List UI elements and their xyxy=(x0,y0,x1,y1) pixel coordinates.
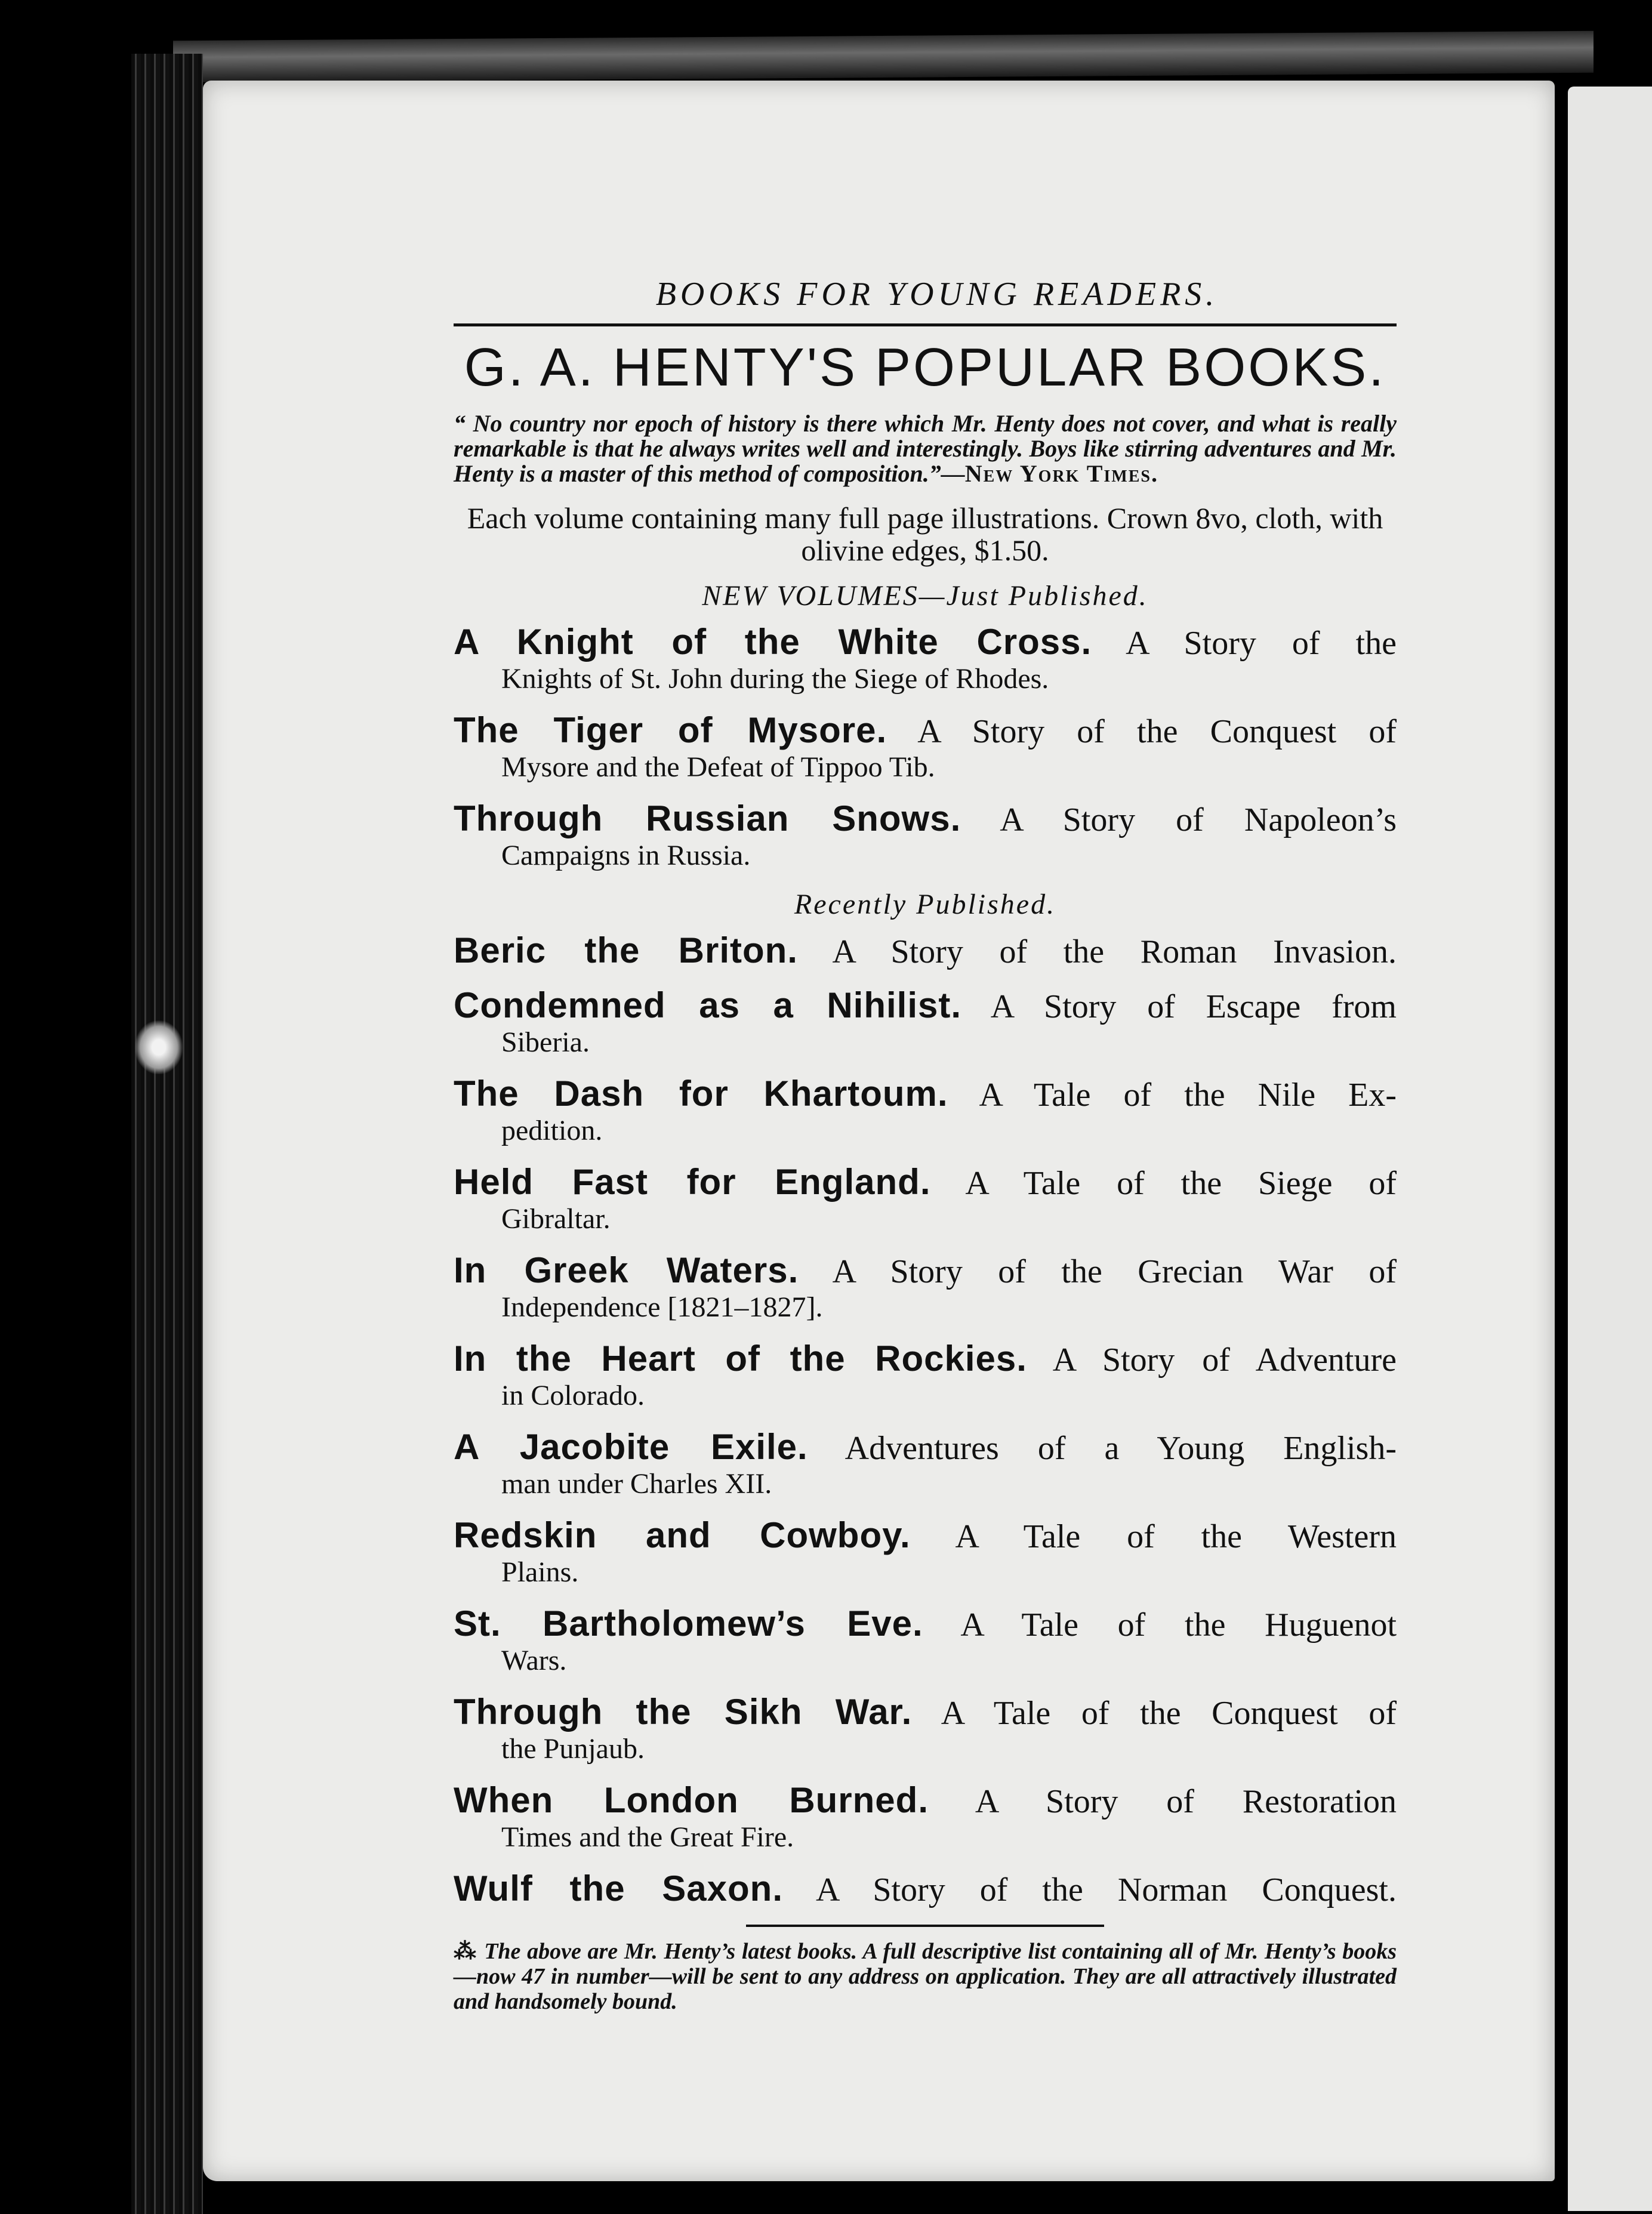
book-title: St. Bartholomew’s Eve. xyxy=(454,1604,923,1643)
book-title: When London Burned. xyxy=(454,1780,929,1820)
book-entry xyxy=(454,623,1397,696)
book-entry-line xyxy=(454,1605,1397,1644)
book-description-cont: Knights of St. John during the Siege of Rhodes. xyxy=(501,663,1049,695)
book-entry xyxy=(454,986,1397,1059)
book-entry xyxy=(454,1870,1397,1909)
book-entry xyxy=(454,800,1397,872)
recent-list xyxy=(454,932,1397,1909)
book-entry-line xyxy=(454,1781,1397,1821)
book-title: Through Russian Snows. xyxy=(454,798,961,838)
footnote-text: The above are Mr. Henty’s latest books. A full descriptive list containing all of Mr. Henty’s books—now 47 in number—will be sent to any address on application. They are all attractively illustrated and handsomely bound. xyxy=(454,1939,1397,2014)
book-description: A Tale of the Siege of xyxy=(965,1165,1397,1202)
recent-heading: Recently Published. xyxy=(794,889,1056,920)
footnote xyxy=(454,1939,1397,2014)
book-entry-line xyxy=(454,1075,1397,1114)
book-description-cont: Independence [1821–1827]. xyxy=(501,1291,823,1323)
book-entry-line xyxy=(454,1251,1397,1291)
book-spine xyxy=(131,54,203,2214)
book-description-cont: in Colorado. xyxy=(501,1380,645,1411)
book-entry-line xyxy=(454,1870,1397,1909)
book-entry xyxy=(454,1251,1397,1324)
book-entry-line xyxy=(454,1163,1397,1202)
book-description: A Story of the xyxy=(1126,625,1397,662)
scan-smudge xyxy=(135,1020,183,1074)
page-title: G. A. HENTY'S POPULAR BOOKS. xyxy=(464,338,1386,397)
book-title: Held Fast for England. xyxy=(454,1162,931,1202)
book-title: Condemned as a Nihilist. xyxy=(454,985,962,1025)
quote-text: “ No country nor epoch of history is there which Mr. Henty does not cover, and what is really remarkable is that he always writes well and interestingly. Boys like stirring adventures and Mr. Henty is a master of this method of composition.”— xyxy=(454,410,1397,487)
book-description: A Story of the Norman Conquest. xyxy=(815,1871,1397,1908)
book-entry-line xyxy=(454,1428,1397,1467)
book-entry-line xyxy=(454,800,1397,839)
running-head: BOOKS FOR YOUNG READERS. xyxy=(655,276,1219,313)
asterism-icon: ⁂ xyxy=(454,1939,479,1964)
book-title: A Knight of the White Cross. xyxy=(454,622,1092,662)
press-quote xyxy=(454,411,1397,486)
book-entry-line xyxy=(454,932,1397,971)
book-description-cont: pedition. xyxy=(501,1115,603,1146)
book-title: In the Heart of the Rockies. xyxy=(454,1339,1027,1379)
book-description: A Story of Restoration xyxy=(975,1783,1397,1820)
book-description-cont: Siberia. xyxy=(501,1026,590,1058)
book-description: Adventures of a Young English- xyxy=(845,1430,1397,1467)
book-entry-line xyxy=(454,986,1397,1026)
new-volumes-list xyxy=(454,623,1397,872)
book-description: A Story of the Conquest of xyxy=(917,713,1397,750)
book-title: Through the Sikh War. xyxy=(454,1692,913,1732)
page-content xyxy=(454,251,1397,2014)
book-title: The Tiger of Mysore. xyxy=(454,710,887,750)
book-description: A Story of the Grecian War of xyxy=(832,1253,1397,1290)
book-entry xyxy=(454,1163,1397,1236)
book-description: A Tale of the Huguenot xyxy=(960,1606,1397,1643)
edition-description: Each volume containing many full page illustrations. Crown 8vo, cloth, with olivine edges, $1.50. xyxy=(467,501,1383,567)
book-entry xyxy=(454,1428,1397,1501)
book-entry xyxy=(454,1693,1397,1766)
book-entry xyxy=(454,1781,1397,1854)
book-entry-line xyxy=(454,1516,1397,1556)
book-description: A Story of Napoleon’s xyxy=(1000,801,1397,838)
next-page-edge xyxy=(1568,87,1652,2211)
book-description: A Story of Escape from xyxy=(990,988,1397,1025)
book-description-cont: the Punjaub. xyxy=(501,1733,645,1765)
book-description-cont: Times and the Great Fire. xyxy=(501,1821,794,1853)
book-description-cont: Mysore and the Defeat of Tippoo Tib. xyxy=(501,751,935,783)
book-entry xyxy=(454,932,1397,971)
gutter xyxy=(1555,81,1568,2181)
book-title: Wulf the Saxon. xyxy=(454,1868,783,1908)
book-description: A Tale of the Nile Ex- xyxy=(979,1077,1397,1114)
book-title: Beric the Briton. xyxy=(454,930,798,970)
book-entry xyxy=(454,711,1397,784)
bottom-rule xyxy=(746,1925,1104,1927)
book-title: Redskin and Cowboy. xyxy=(454,1515,911,1555)
book-entry-line xyxy=(454,623,1397,662)
book-title: A Jacobite Exile. xyxy=(454,1427,808,1467)
book-entry-line xyxy=(454,1693,1397,1732)
book-top-edge xyxy=(173,31,1594,83)
book-entry xyxy=(454,1605,1397,1678)
book-description: A Tale of the Western xyxy=(955,1518,1397,1555)
book-description-cont: Plains. xyxy=(501,1556,579,1588)
book-entry xyxy=(454,1516,1397,1589)
book-entry xyxy=(454,1075,1397,1148)
new-volumes-heading: NEW VOLUMES—Just Published. xyxy=(702,580,1148,612)
book-title: In Greek Waters. xyxy=(454,1250,799,1290)
book-title: The Dash for Khartoum. xyxy=(454,1074,948,1114)
quote-attribution: New York Times. xyxy=(964,460,1158,487)
book-entry xyxy=(454,1340,1397,1413)
book-description: A Story of the Roman Invasion. xyxy=(832,933,1397,970)
top-rule xyxy=(454,323,1397,326)
book-description-cont: Campaigns in Russia. xyxy=(501,840,751,871)
book-entry-line xyxy=(454,711,1397,751)
book-description: A Tale of the Conquest of xyxy=(941,1695,1397,1732)
book-description-cont: Gibraltar. xyxy=(501,1203,611,1235)
book-description-cont: Wars. xyxy=(501,1645,567,1676)
book-entry-line xyxy=(454,1340,1397,1379)
book-description: A Story of Adventure xyxy=(1052,1342,1397,1379)
book-description-cont: man under Charles XII. xyxy=(501,1468,772,1500)
